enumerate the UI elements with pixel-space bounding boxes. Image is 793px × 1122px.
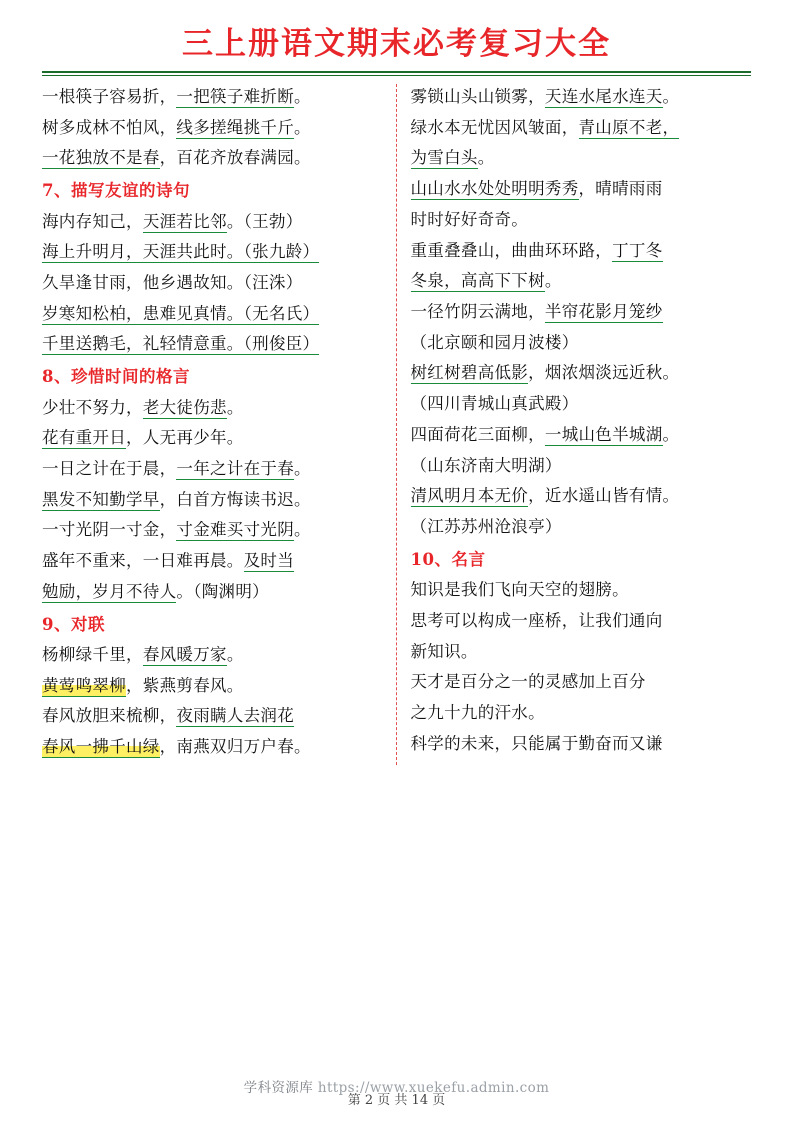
text-span: 科学的未来，只能属于勤奋而又谦 <box>410 733 663 753</box>
text-span: ，人无再少年。 <box>126 428 244 448</box>
text-line <box>411 115 752 142</box>
text-span: 。 <box>226 644 244 664</box>
text-line <box>42 395 384 422</box>
underlined-text: 青山原不老， <box>578 117 680 137</box>
text-line <box>42 517 384 544</box>
text-line <box>42 579 384 606</box>
text-line <box>42 301 384 328</box>
underlined-text: 黑发不知勤学早 <box>42 489 160 509</box>
text-line <box>411 268 752 295</box>
text-line <box>42 239 384 266</box>
underlined-text: 树红树碧高低影 <box>410 363 529 383</box>
text-span: 思考可以构成一座桥，让我们通向 <box>410 610 663 630</box>
text-span: ，近水遥山皆有情。 <box>528 486 680 506</box>
text-line <box>411 577 752 604</box>
text-span: ，紫燕剪春风。 <box>126 675 244 695</box>
underlined-text: 岁寒知松柏，患难见真情。（无名氏） <box>42 303 320 323</box>
text-span: 知识是我们飞向天空的翅膀。 <box>410 580 629 600</box>
text-span: 之九十九的汗水。 <box>410 703 545 723</box>
highlighted-text: 黄莺鸣翠柳 <box>42 675 126 695</box>
text-span: 杨柳绿千里， <box>42 644 143 664</box>
text-span: （山东济南大明湖） <box>410 455 562 475</box>
text-span: 海内存知己， <box>42 211 143 231</box>
section-heading: 9、对联 <box>42 614 105 634</box>
text-span: ，晴晴雨雨 <box>578 179 663 199</box>
text-line <box>42 270 384 297</box>
text-line <box>411 84 752 111</box>
title-divider-thick <box>42 71 751 73</box>
underlined-text: 海上升明月，天涯共此时。（张九龄） <box>42 242 320 262</box>
text-line <box>42 115 384 142</box>
text-span: （北京颐和园月波楼） <box>410 332 579 352</box>
text-line <box>42 703 384 730</box>
underlined-text: 一城山色半城湖 <box>544 424 663 444</box>
text-line <box>411 330 752 357</box>
text-span: 盛年不重来，一日难再晨。 <box>42 551 244 571</box>
underlined-text: 花有重开日 <box>42 428 126 448</box>
section-heading: 8、珍惜时间的格言 <box>42 367 190 387</box>
text-span: 。 <box>226 397 244 417</box>
text-line <box>42 548 384 575</box>
underlined-text: 夜雨瞒人去润花 <box>176 706 295 726</box>
text-span: 。 <box>477 148 495 168</box>
text-line <box>411 608 752 635</box>
underlined-text: 半帘花影月笼纱 <box>544 302 663 322</box>
text-line <box>42 425 384 452</box>
underlined-text: 寸金难买寸光阴 <box>176 520 295 540</box>
page-title: 三上册语文期末必考复习大全 <box>182 26 611 62</box>
watermark-label: 学科资源库 <box>243 1080 314 1096</box>
underlined-text: 一花独放不是春 <box>42 148 160 168</box>
text-span: 新知识。 <box>410 641 478 661</box>
text-line <box>42 209 384 236</box>
text-span: ，烟浓烟淡远近秋。 <box>528 363 680 383</box>
text-span: 绿水本无忧因风皱面， <box>410 117 579 137</box>
text-line <box>411 145 752 172</box>
underlined-text: 天连水尾水连天 <box>544 87 663 106</box>
text-span: 雾锁山头山锁雾， <box>410 87 545 106</box>
text-line <box>411 391 752 418</box>
text-span: ，百花齐放春满园。 <box>159 148 311 168</box>
text-line <box>411 238 752 265</box>
text-line <box>411 731 752 758</box>
underlined-text: 山山水水处处明明秀秀 <box>410 179 579 199</box>
underlined-text: 丁丁冬 <box>612 240 663 260</box>
text-line <box>411 514 752 541</box>
text-line <box>411 360 752 387</box>
highlighted-text: 春风一拂千山绿 <box>42 737 160 757</box>
underlined-text: 线多搓绳挑千斤 <box>176 117 295 137</box>
text-line <box>411 422 752 449</box>
text-line <box>411 483 752 510</box>
text-line <box>42 84 384 111</box>
underlined-text: 一把筷子难折断 <box>176 87 295 106</box>
text-span: 一寸光阴一寸金， <box>42 520 177 540</box>
text-span: 。 <box>294 87 311 106</box>
text-span: 春风放胆来梳柳， <box>42 706 177 726</box>
text-span: 少壮不努力， <box>42 397 143 417</box>
text-span: 。（王勃） <box>226 211 303 231</box>
text-span: 四面荷花三面柳， <box>410 424 545 444</box>
underlined-text: 老大徒伤悲 <box>142 397 227 417</box>
text-line <box>411 453 752 480</box>
text-line <box>411 700 752 727</box>
text-line <box>411 176 752 203</box>
underlined-text: 及时当 <box>243 551 295 571</box>
text-span: 。 <box>294 520 311 540</box>
text-line <box>42 456 384 483</box>
text-span: 。 <box>544 271 562 291</box>
underlined-text: 冬泉，高高下下树 <box>410 271 545 291</box>
text-line <box>42 487 384 514</box>
page-footer: 第 2 页 共 14 页 <box>347 1093 446 1108</box>
underlined-text: 千里送鹅毛，礼轻情意重。（刑俊臣） <box>42 334 320 354</box>
underlined-text: 春风暖万家 <box>142 644 227 664</box>
text-span: 。（陶渊明） <box>176 581 269 601</box>
text-span: （四川青城山真武殿） <box>410 394 579 414</box>
watermark-url: https://www.xuekefu.admin.com <box>317 1080 550 1096</box>
text-span: 。 <box>294 458 311 478</box>
text-span: 一日之计在于晨， <box>42 458 177 478</box>
text-line <box>42 331 384 358</box>
text-line <box>411 639 752 666</box>
underlined-text: 清风明月本无价 <box>410 486 529 506</box>
section-heading: 7、描写友谊的诗句 <box>42 181 190 201</box>
text-span: ，南燕双归万户春。 <box>159 737 311 757</box>
underlined-text: 一年之计在于春 <box>176 458 295 478</box>
title-divider-thin <box>42 75 751 76</box>
text-span: 重重叠叠山，曲曲环环路， <box>410 240 613 260</box>
text-span: 一根筷子容易折， <box>42 87 177 106</box>
text-line <box>42 673 384 700</box>
underlined-text: 为雪白头 <box>410 148 478 168</box>
two-column-body <box>42 84 751 1034</box>
text-line <box>42 642 384 669</box>
section-heading: 10、名言 <box>410 549 486 569</box>
text-span: （江苏苏州沧浪亭） <box>410 517 562 537</box>
text-line <box>411 669 752 696</box>
text-line <box>42 145 384 172</box>
text-span: 。 <box>294 117 311 137</box>
text-span: 。 <box>662 424 680 444</box>
text-span: 天才是百分之一的灵感加上百分 <box>410 672 646 692</box>
text-span: 。 <box>662 87 680 106</box>
text-line <box>411 207 752 234</box>
right-column <box>397 84 752 761</box>
underlined-text: 天涯若比邻 <box>142 211 227 231</box>
underlined-text: 勉励，岁月不待人 <box>42 581 177 601</box>
text-span: 树多成林不怕风， <box>42 117 177 137</box>
text-line <box>42 734 384 761</box>
text-span: 时时好好奇奇。 <box>410 209 529 229</box>
text-span: 久旱逢甘雨，他乡遇故知。（汪洙） <box>42 272 303 292</box>
text-line <box>411 299 752 326</box>
text-span: ，白首方悔读书迟。 <box>159 489 311 509</box>
left-column <box>42 84 397 765</box>
text-span: 一径竹阴云满地， <box>410 302 545 322</box>
